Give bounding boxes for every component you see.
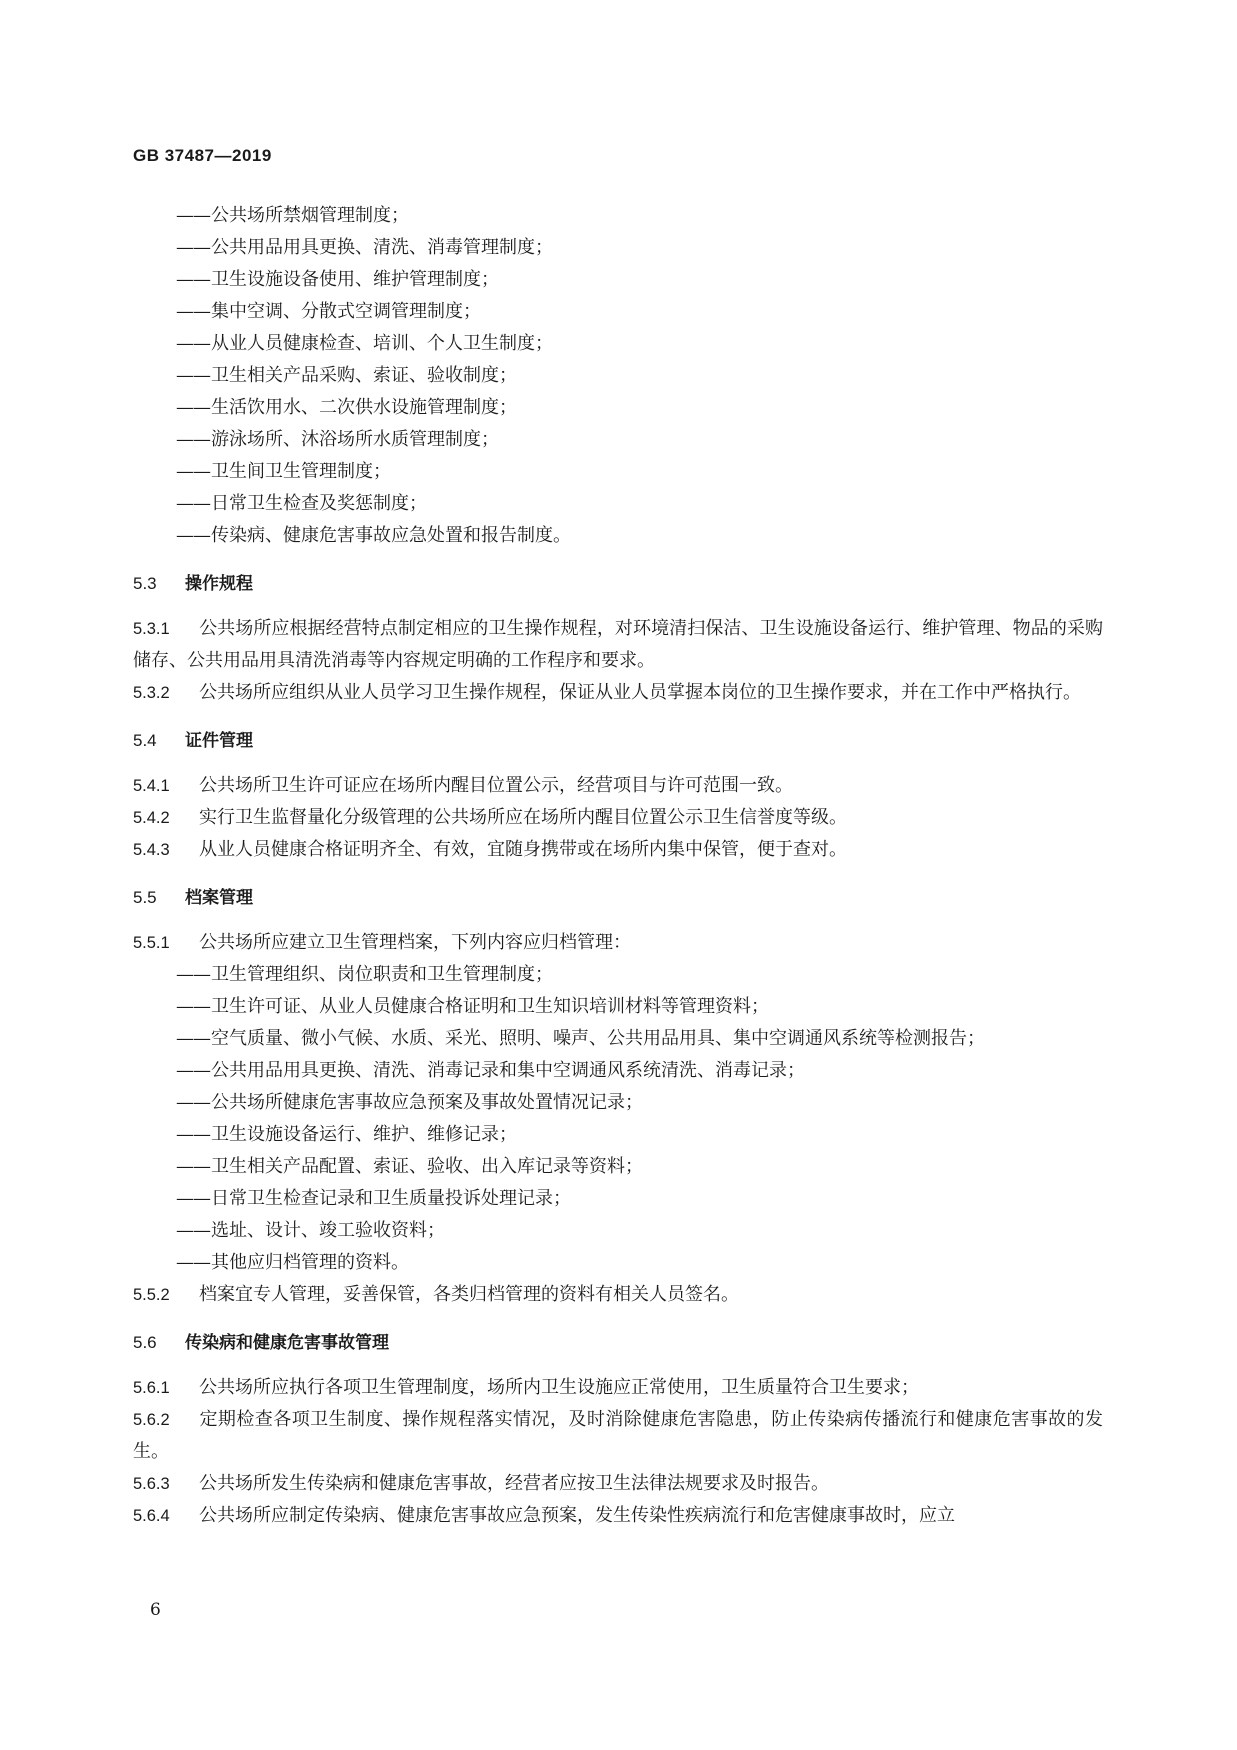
section-number: 5.4	[133, 731, 157, 750]
section-heading-5-4	[133, 725, 1103, 757]
list-item: —— 集中空调、分散式空调管理制度；	[176, 296, 1103, 328]
clause-5-5-1	[133, 927, 1103, 959]
clause-text: 公共场所应执行各项卫生管理制度，场所内卫生设施应正常使用，卫生质量符合卫生要求；	[199, 1377, 919, 1398]
section-title: 传染病和健康危害事故管理	[185, 1333, 389, 1352]
clause-5-4-3	[133, 834, 1103, 866]
clause-text: 公共场所应组织从业人员学习卫生操作规程，保证从业人员掌握本岗位的卫生操作要求，并在工作中严格执行。	[199, 682, 1081, 703]
clause-5-6-3	[133, 1468, 1103, 1500]
section-title: 操作规程	[185, 574, 253, 593]
clause-number: 5.5.1	[133, 934, 170, 952]
list-item: —— 卫生相关产品配置、索证、验收、出入库记录等资料；	[176, 1151, 1103, 1183]
section-number: 5.5	[133, 888, 157, 907]
clause-5-6-2	[133, 1404, 1103, 1468]
clause-text: 档案宜专人管理，妥善保管，各类归档管理的资料有相关人员签名。	[199, 1284, 739, 1305]
list-item: —— 传染病、健康危害事故应急处置和报告制度。	[176, 520, 1103, 552]
list-item: —— 日常卫生检查记录和卫生质量投诉处理记录；	[176, 1183, 1103, 1215]
list-item: —— 卫生管理组织、岗位职责和卫生管理制度；	[176, 959, 1103, 991]
list-item: —— 公共用品用具更换、清洗、消毒记录和集中空调通风系统清洗、消毒记录；	[176, 1055, 1103, 1087]
clause-number: 5.6.4	[133, 1507, 170, 1525]
standard-header: GB 37487—2019	[133, 146, 272, 165]
clause-text: 公共场所发生传染病和健康危害事故，经营者应按卫生法律法规要求及时报告。	[199, 1473, 829, 1494]
clause-number: 5.5.2	[133, 1286, 170, 1304]
section-number: 5.6	[133, 1333, 157, 1352]
clause-number: 5.3.1	[133, 620, 170, 638]
list-item: —— 其他应归档管理的资料。	[176, 1247, 1103, 1279]
clause-5-4-2	[133, 802, 1103, 834]
clause-text: 从业人员健康合格证明齐全、有效，宜随身携带或在场所内集中保管，便于查对。	[199, 839, 847, 860]
clause-text: 定期检查各项卫生制度、操作规程落实情况，及时消除健康危害隐患，防止传染病传播流行和健康危害事故的发生。	[133, 1409, 1103, 1462]
clause-number: 5.6.3	[133, 1475, 170, 1493]
clause-number: 5.4.3	[133, 841, 170, 859]
clause-text: 实行卫生监督量化分级管理的公共场所应在场所内醒目位置公示卫生信誉度等级。	[199, 807, 847, 828]
clause-5-3-1	[133, 613, 1103, 677]
section-number: 5.3	[133, 574, 157, 593]
clause-text: 公共场所卫生许可证应在场所内醒目位置公示，经营项目与许可范围一致。	[199, 775, 793, 796]
clause-number: 5.6.2	[133, 1411, 170, 1429]
section-heading-5-3	[133, 568, 1103, 600]
list-item: —— 选址、设计、竣工验收资料；	[176, 1215, 1103, 1247]
list-item: —— 卫生设施设备运行、维护、维修记录；	[176, 1119, 1103, 1151]
clause-5-6-4	[133, 1500, 1103, 1532]
list-item: —— 生活饮用水、二次供水设施管理制度；	[176, 392, 1103, 424]
section-title: 证件管理	[185, 731, 253, 750]
clause-text: 公共场所应建立卫生管理档案，下列内容应归档管理：	[199, 932, 631, 953]
list-item: —— 日常卫生检查及奖惩制度；	[176, 488, 1103, 520]
section-title: 档案管理	[185, 888, 253, 907]
clause-number: 5.6.1	[133, 1379, 170, 1397]
list-item: —— 游泳场所、沐浴场所水质管理制度；	[176, 424, 1103, 456]
clause-number: 5.4.1	[133, 777, 170, 795]
section-heading-5-5	[133, 882, 1103, 914]
list-item: —— 卫生间卫生管理制度；	[176, 456, 1103, 488]
list-item: —— 空气质量、微小气候、水质、采光、照明、噪声、公共用品用具、集中空调通风系统等检测报告；	[176, 1023, 1103, 1055]
section-heading-5-6	[133, 1327, 1103, 1359]
clause-text: 公共场所应根据经营特点制定相应的卫生操作规程，对环境清扫保洁、卫生设施设备运行、维护管理、物品的采购储存、公共用品用具清洗消毒等内容规定明确的工作程序和要求。	[133, 618, 1103, 671]
clause-number: 5.3.2	[133, 684, 170, 702]
page-number: 6	[150, 1600, 161, 1620]
page-content	[133, 200, 1103, 1532]
clause-5-5-2	[133, 1279, 1103, 1311]
list-item: —— 公共场所禁烟管理制度；	[176, 200, 1103, 232]
list-item: —— 从业人员健康检查、培训、个人卫生制度；	[176, 328, 1103, 360]
management-rules-list	[133, 200, 1103, 552]
list-item: —— 公共用品用具更换、清洗、消毒管理制度；	[176, 232, 1103, 264]
archive-items-list	[133, 959, 1103, 1279]
clause-text: 公共场所应制定传染病、健康危害事故应急预案，发生传染性疾病流行和危害健康事故时，应立	[199, 1505, 955, 1526]
list-item: —— 卫生设施设备使用、维护管理制度；	[176, 264, 1103, 296]
list-item: —— 卫生许可证、从业人员健康合格证明和卫生知识培训材料等管理资料；	[176, 991, 1103, 1023]
clause-number: 5.4.2	[133, 809, 170, 827]
list-item: —— 公共场所健康危害事故应急预案及事故处置情况记录；	[176, 1087, 1103, 1119]
clause-5-6-1	[133, 1372, 1103, 1404]
list-item: —— 卫生相关产品采购、索证、验收制度；	[176, 360, 1103, 392]
clause-5-3-2	[133, 677, 1103, 709]
clause-5-4-1	[133, 770, 1103, 802]
